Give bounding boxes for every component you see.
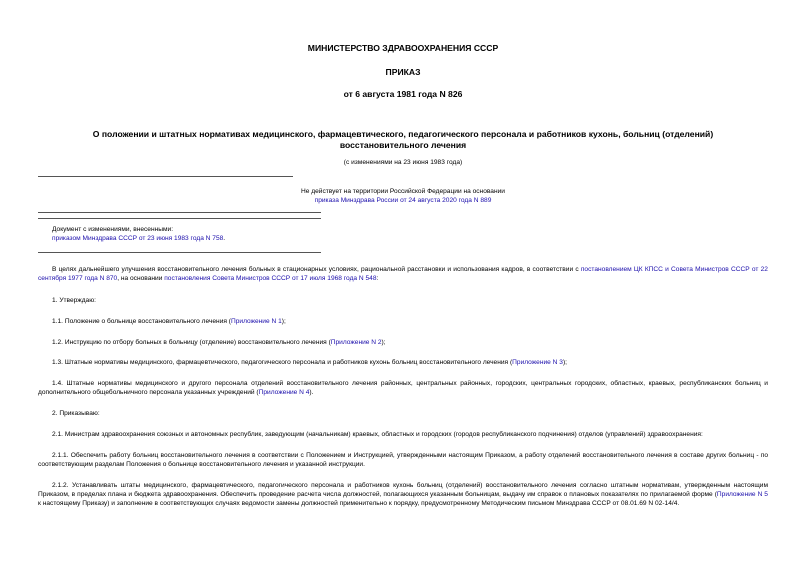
decree-1968-link[interactable]: постановления Совета Министров СССР от 17 июля 1968 года N 548 <box>164 275 377 283</box>
document-title-line-1: О положении и штатных нормативах медицинского, фармацевтического, педагогического персонала и работников кухонь, больниц (отделений) <box>92 129 714 139</box>
changes-block: Документ с изменениями, внесенными: приказом Минздрава СССР от 23 июня 1983 года N 758. <box>52 225 652 243</box>
divider <box>38 218 321 219</box>
paragraph-1-1: 1.1. Положение о больнице восстановительного лечения (Приложение N 1); <box>52 318 286 325</box>
paragraph-2-1: 2.1. Министрам здравоохранения союзных и автономных республик, заведующим (начальникам) краевых, областных и городских (городов республиканского подчинения) отделов (управлений) здравоохранения: <box>52 431 703 438</box>
document-type-heading: ПРИКАЗ <box>385 67 421 77</box>
appendix-1-link[interactable]: Приложение N 1 <box>230 318 282 325</box>
appendix-3-link[interactable]: Приложение N 3 <box>512 359 563 366</box>
status-link[interactable]: приказа Минздрава России от 24 августа 2020 года N 889 <box>314 197 492 204</box>
intro-paragraph: В целях дальнейшего улучшения восстановительного лечения больных в стационарных условиях, рациональной расстановки и использования кадров, в соответствии с постановлением ЦК КПСС и Совета Министров СССР от 22 сентября 1977 года N 870, на основании постановления Совета Министров СССР от 17 июля 1968 года N 548: <box>38 266 768 283</box>
paragraph-1: 1. Утверждаю: <box>52 297 97 304</box>
status-notice <box>38 187 768 205</box>
appendix-5-link[interactable]: Приложение N 5 <box>716 491 768 499</box>
paragraph-2: 2. Приказываю: <box>52 410 100 417</box>
divider <box>38 176 293 177</box>
paragraph-2-1-1: 2.1.1. Обеспечить работу больниц восстановительного лечения в соответствии с Положением и Инструкцией, утвержденными настоящим Приказом, а работу отделений восстановительного лечения в составе других больниц - по соответствующим разделам Положения о больнице восстановительного лечения и указанной инструкции. <box>38 452 768 469</box>
paragraph-1-3: 1.3. Штатные нормативы медицинского, фармацевтического, педагогического персонала и работников кухонь больниц восстановительного лечения (Приложение N 3); <box>52 359 567 366</box>
changes-link[interactable]: приказом Минздрава СССР от 23 июня 1983 года N 758 <box>52 235 224 242</box>
divider <box>38 212 321 213</box>
appendix-2-link[interactable]: Приложение N 2 <box>330 339 382 346</box>
paragraph-1-4: 1.4. Штатные нормативы медицинского и другого персонала отделений восстановительного лечения районных, центральных районных, городских, центральных городских, областных, краевых, республиканских больниц и дополнительного общебольничного персонала указанных учреждений (Приложение N 4). <box>38 380 768 397</box>
divider <box>38 252 321 253</box>
document-date-number: от 6 августа 1981 года N 826 <box>343 89 463 99</box>
document-title-line-2: восстановительного лечения <box>339 140 467 150</box>
appendix-4-link[interactable]: Приложение N 4 <box>258 389 310 397</box>
changes-label: Документ с изменениями, внесенными: <box>52 226 174 233</box>
paragraph-1-2: 1.2. Инструкцию по отбору больных в больницу (отделение) восстановительного лечения (Приложение N 2); <box>52 339 386 346</box>
amendments-note: (с изменениями на 23 июня 1983 года) <box>343 159 463 166</box>
status-text: Не действует на территории Российской Федерации на основании <box>301 188 505 195</box>
ministry-heading: МИНИСТЕРСТВО ЗДРАВООХРАНЕНИЯ СССР <box>307 43 499 53</box>
document-title <box>38 129 768 151</box>
paragraph-2-1-2: 2.1.2. Устанавливать штаты медицинского, фармацевтического, педагогического персонала и работников кухонь больниц (отделений) восстановительного лечения согласно штатным нормативам, утвержденным настоящим Приказом, в пределах плана и бюджета здравоохранения. Обеспечить проведение расчета числа должностей, полагающихся указанным больницам, выдачу им справок о плановых показателях по прилагаемой форме (Приложение N 5 к настоящему Приказу) и заполнение в соответствующих случаях ведомости замены должностей применительно к порядку, предусмотренному Методическим письмом Минздрава СССР от 08.01.69 N 02-14/4. <box>38 482 768 508</box>
decree-1977-link[interactable]: постановлением ЦК КПСС и Совета Министров СССР от 22 сентября 1977 года N 870 <box>38 266 768 283</box>
